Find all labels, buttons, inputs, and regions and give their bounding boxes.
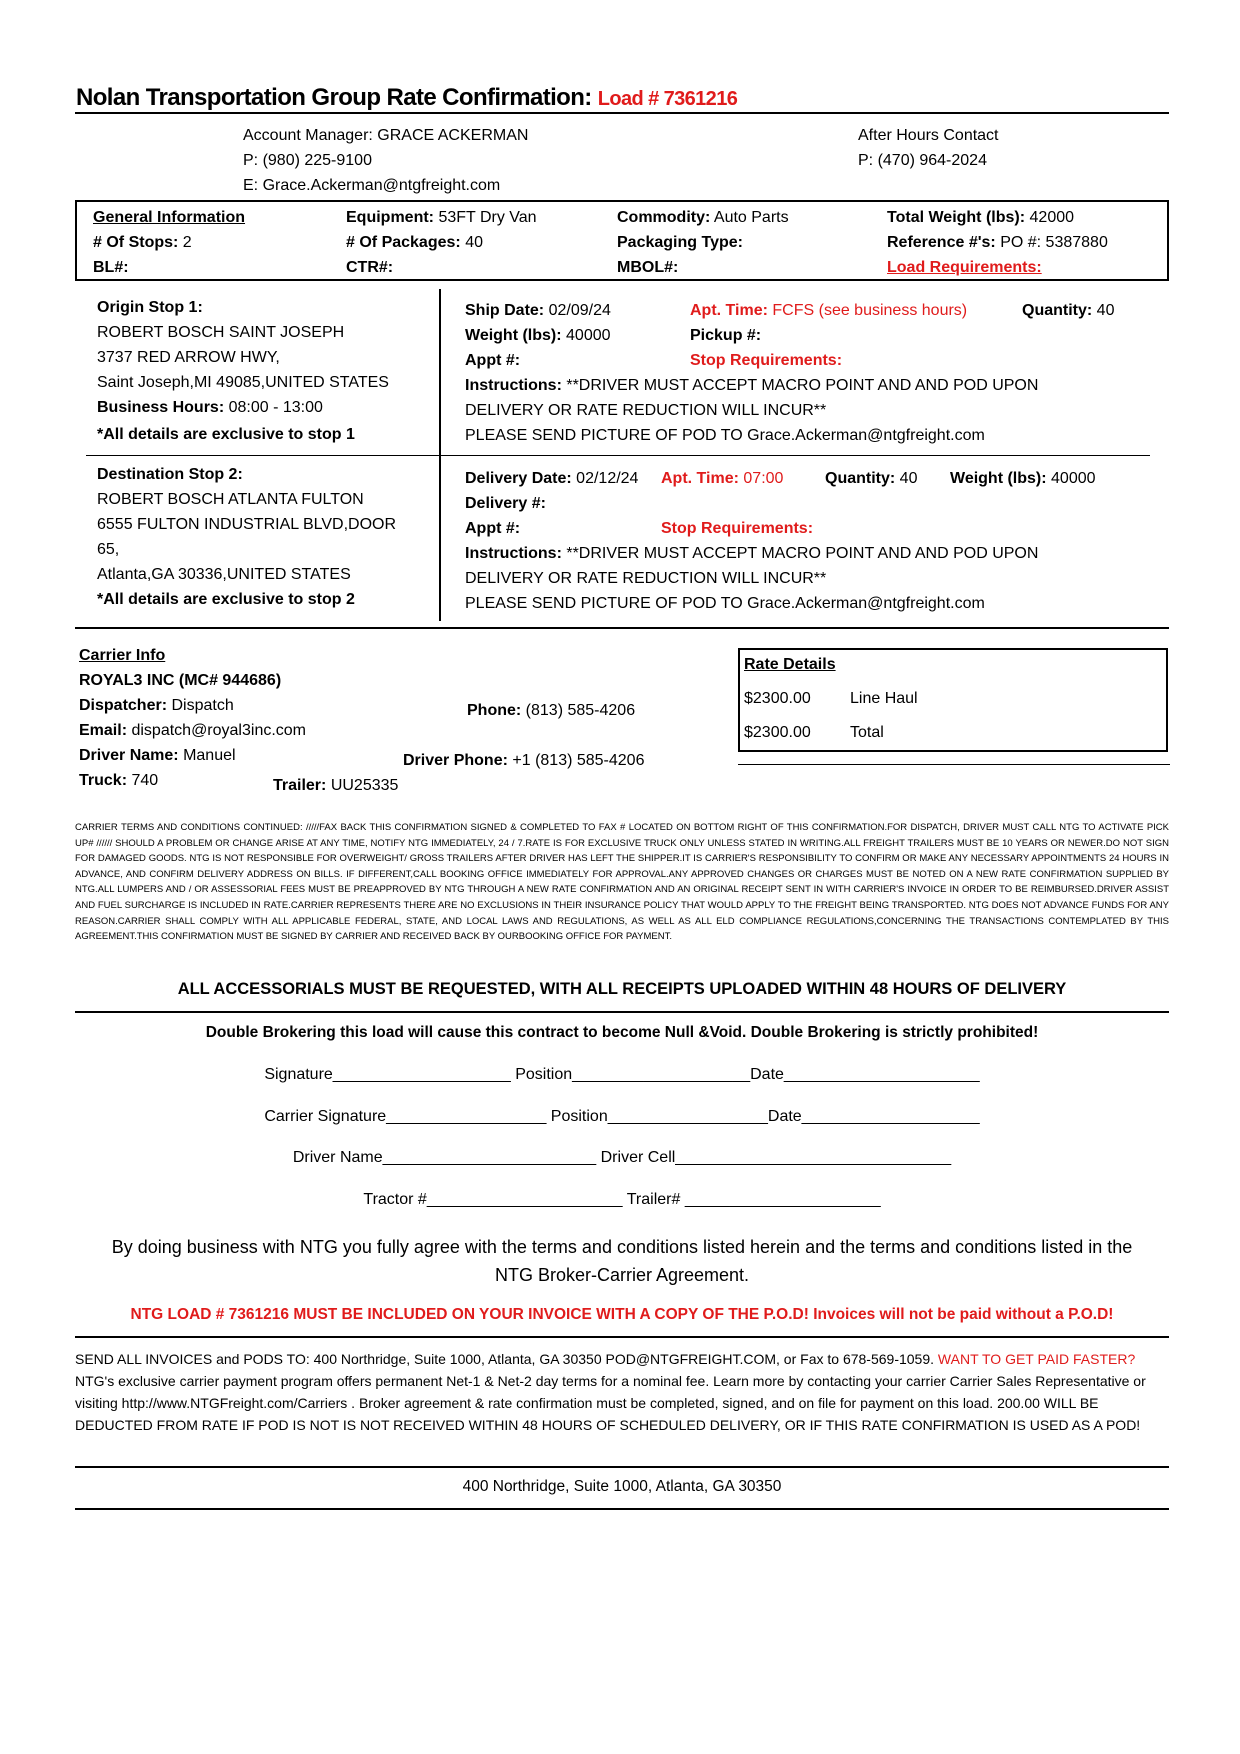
- agreement-text: [75, 1233, 1169, 1289]
- origin-apt-block: [690, 298, 967, 373]
- driver-name-value: Manuel: [183, 747, 236, 764]
- footer-bottom-divider: [75, 1508, 1169, 1510]
- title-text: Nolan Transportation Group Rate Confirmation:: [76, 84, 592, 111]
- general-col-4: [887, 205, 1108, 280]
- general-col-3: [617, 205, 789, 280]
- destination-line-2: 6555 FULTON INDUSTRIAL BLVD,DOOR: [97, 516, 397, 533]
- ship-date-label: Ship Date:: [465, 302, 545, 319]
- destination-line-4: Atlanta,GA 30336,UNITED STATES: [97, 566, 351, 583]
- stops-label: # Of Stops:: [93, 234, 179, 251]
- dispatcher-value: Dispatch: [171, 697, 234, 714]
- total-amount: $2300.00: [744, 724, 811, 741]
- driver-name-line[interactable]: Driver Name________________________ Driver Cell_______________________________: [292, 1149, 952, 1166]
- stops-row-divider: [86, 455, 1150, 456]
- destination-weight-value: 40000: [1051, 470, 1096, 487]
- carrier-info-block: [79, 643, 306, 793]
- truck-value: 740: [131, 772, 159, 789]
- destination-instructions-line-3: PLEASE SEND PICTURE OF POD TO Grace.Ackerman@ntgfreight.com: [465, 595, 985, 612]
- origin-quantity: [1022, 298, 1114, 323]
- origin-quantity-label: Quantity:: [1022, 302, 1093, 319]
- destination-quantity-label: Quantity:: [825, 470, 896, 487]
- origin-exclusive-note: *All details are exclusive to stop 1: [97, 426, 355, 443]
- destination-heading: Destination Stop 2:: [97, 466, 243, 483]
- after-hours-block: [858, 123, 999, 173]
- destination-instructions-value: **DRIVER MUST ACCEPT MACRO POINT AND AND POD UPON: [566, 545, 1039, 562]
- driver-phone-label: Driver Phone:: [403, 752, 508, 769]
- accessorials-notice: ALL ACCESSORIALS MUST BE REQUESTED, WITH ALL RECEIPTS UPLOADED WITHIN 48 HOURS OF DELIVERY: [177, 980, 1067, 998]
- stops-value: 2: [182, 234, 192, 251]
- packages-value: 40: [465, 234, 483, 251]
- total-label: Total: [850, 724, 884, 741]
- invoice-instructions: [75, 1348, 1169, 1436]
- account-manager: Account Manager: GRACE ACKERMAN: [243, 127, 529, 144]
- driver-phone: [403, 748, 644, 773]
- destination-address-block: [97, 462, 396, 612]
- general-col-2: [346, 205, 537, 280]
- after-hours-phone: P: (470) 964-2024: [858, 152, 987, 169]
- origin-weight-label: Weight (lbs):: [465, 327, 562, 344]
- load-requirements-link[interactable]: Load Requirements:: [887, 259, 1042, 276]
- terms-and-conditions: CARRIER TERMS AND CONDITIONS CONTINUED: /////FAX BACK THIS CONFIRMATION SIGNED & COMPLETED TO FAX # LOCATED ON BOTTOM RIGHT OF THIS CONFIRMATION.FOR DISPATCH, DRIVER MUST CALL NTG TO ACTIVATE PICK UP# ////// SHOULD A PROBLEM OR CHANGE ARISE AT ANY TIME, NOTIFY NTG IMMEDIATELY, 24 / 7.RATE IS FOR EXCLUSIVE TRUCK ONLY UNLESS STATED IN WRITING.ALL FREIGHT TRAILERS MUST BE 10 YEARS OR NEWER.DO NOT SIGN FOR DAMAGED GOODS. NTG IS NOT RESPONSIBLE FOR OVERWEIGHT/ GROSS TRAILERS AFTER DRIVER HAS LEFT THE SHIPPER.IT IS CARRIER'S RESPONSIBILITY TO CONFIRM OR MAKE ANY NECESSARY APPOINTMENTS 24 HOURS IN ADVANCE, AND CONFIRM DELIVERY ADDRESS ON BILLS. IF DIFFERENT,CALL BOOKING OFFICE IMMEDIATELY FOR APPROVAL.ANY APPROVED CHANGES OR CHARGES MUST BE NOTED ON A NEW RATE CONFIRMATION SUPPLIED BY NTG.ALL LUMPERS AND / OR ASSESSORIAL FEES MUST BE PREAPPROVED BY NTG THROUGH A NEW RATE CONFIRMATION AND AN ORIGINAL RECEIPT SENT IN WITH CARRIER'S INVOICE IN ORDER TO BE REIMBURSED.DRIVER ASSIST AND FUEL SURCHARGE IS INCLUDED IN RATE.CARRIER REPRESENTS THERE ARE NO EXCLUSIONS IN THEIR INSURANCE POLICY THAT WOULD APPLY TO THE FREIGHT BEING TRANSPORTED. NTG DOES NOT ADVANCE FUNDS FOR ANY REASON.CARRIER SHALL COMPLY WITH ALL APPLICABLE FEDERAL, STATE, AND LOCAL LAWS AND REGULATIONS, AS WELL AS ALL ELD COMPLIANCE REGULATIONS,CONCERNING THE TRANSACTIONS CONTEMPLATED BY THIS AGREEMENT.THIS CONFIRMATION MUST BE SIGNED BY CARRIER AND RECEIVED BACK BY OURBOOKING OFFICE FOR PAYMENT.: [75, 822, 1169, 943]
- signature-line[interactable]: Signature____________________ Position____________________Date______________________: [264, 1066, 980, 1083]
- pod-divider: [75, 1336, 1169, 1338]
- destination-quantity: [825, 466, 917, 491]
- packages-label: # Of Packages:: [346, 234, 461, 251]
- title-divider: [75, 112, 1169, 114]
- destination-weight-label: Weight (lbs):: [950, 470, 1047, 487]
- accessorials-divider: [75, 1011, 1169, 1013]
- destination-apt-label: Apt. Time:: [661, 470, 739, 487]
- footer-address: 400 Northridge, Suite 1000, Atlanta, GA 30350: [462, 1478, 782, 1495]
- business-hours-value: 08:00 - 13:00: [228, 399, 323, 416]
- destination-apt-value: 07:00: [743, 470, 784, 487]
- total-weight-value: 42000: [1029, 209, 1075, 226]
- rate-box-underline: [738, 764, 1170, 765]
- total-weight-label: Total Weight (lbs):: [887, 209, 1026, 226]
- carrier-email-label: Email:: [79, 722, 128, 739]
- origin-line-2: 3737 RED ARROW HWY,: [97, 349, 280, 366]
- business-hours-label: Business Hours:: [97, 399, 225, 416]
- trailer: [273, 773, 398, 798]
- origin-instructions-label: Instructions:: [465, 377, 562, 394]
- carrier-phone-label: Phone:: [467, 702, 522, 719]
- destination-quantity-value: 40: [899, 470, 918, 487]
- reference-value: PO #: 5387880: [1000, 234, 1108, 251]
- equipment-value: 53FT Dry Van: [438, 209, 537, 226]
- delivery-date-value: 02/12/24: [576, 470, 639, 487]
- agreement-line-2: NTG Broker-Carrier Agreement.: [494, 1265, 750, 1285]
- line-haul-amount: $2300.00: [744, 690, 811, 707]
- origin-instructions-value: **DRIVER MUST ACCEPT MACRO POINT AND AND POD UPON: [566, 377, 1039, 394]
- agreement-line-1: By doing business with NTG you fully agree with the terms and conditions listed herein and the terms and conditions listed in the: [111, 1237, 1133, 1257]
- destination-line-1: ROBERT BOSCH ATLANTA FULTON: [97, 491, 364, 508]
- ship-date-value: 02/09/24: [548, 302, 611, 319]
- origin-stop-requirements: Stop Requirements:: [690, 352, 843, 369]
- origin-line-3: Saint Joseph,MI 49085,UNITED STATES: [97, 374, 389, 391]
- ctr-label: CTR#:: [346, 259, 394, 276]
- delivery-number-label: Delivery #:: [465, 495, 546, 512]
- account-manager-email: E: Grace.Ackerman@ntgfreight.com: [243, 177, 501, 194]
- stops-bottom-divider: [75, 627, 1169, 629]
- origin-apt-value: FCFS (see business hours): [772, 302, 968, 319]
- bl-label: BL#:: [93, 259, 129, 276]
- rate-heading: Rate Details: [744, 656, 836, 673]
- origin-appt-label: Appt #:: [465, 352, 521, 369]
- commodity-value: Auto Parts: [713, 209, 789, 226]
- destination-line-3: 65,: [97, 541, 120, 558]
- invoice-text-1: SEND ALL INVOICES and PODS TO: 400 Northridge, Suite 1000, Atlanta, GA 30350 POD@NTGFREIGHT.COM, or Fax to 678-569-1059.: [75, 1351, 935, 1367]
- line-haul-label: Line Haul: [850, 690, 918, 707]
- destination-exclusive-note: *All details are exclusive to stop 2: [97, 591, 355, 608]
- origin-line-1: ROBERT BOSCH SAINT JOSEPH: [97, 324, 345, 341]
- carrier-heading: Carrier Info: [79, 647, 166, 664]
- footer-top-divider: [75, 1466, 1169, 1468]
- page-title: [76, 84, 737, 112]
- packaging-type-label: Packaging Type:: [617, 234, 743, 251]
- carrier-phone-value: (813) 585-4206: [525, 702, 636, 719]
- destination-apt-time: [661, 466, 783, 491]
- destination-instructions-line-2: DELIVERY OR RATE REDUCTION WILL INCUR**: [465, 570, 827, 587]
- destination-stop-requirements: Stop Requirements:: [661, 520, 814, 537]
- commodity-label: Commodity:: [617, 209, 711, 226]
- origin-weight-value: 40000: [566, 327, 611, 344]
- invoice-text-2: NTG's exclusive carrier payment program offers permanent Net-1 & Net-2 day terms for a nominal fee. Learn more by contacting your carrier Carrier Sales Representative or visiting http://www.NTGFreight.com/Carriers . Broker agreement & rate confirmation must be completed, signed, and on file for payment on this load. 200.00 WILL BE DEDUCTED FROM RATE IF POD IS NOT IS NOT RECEIVED WITHIN 48 HOURS OF SCHEDULED DELIVERY, OR IF THIS RATE CONFIRMATION IS USED AS A POD!: [75, 1373, 1146, 1433]
- destination-instructions-label: Instructions:: [465, 545, 562, 562]
- carrier-email-value: dispatch@royal3inc.com: [131, 722, 307, 739]
- equipment-label: Equipment:: [346, 209, 434, 226]
- pickup-number-label: Pickup #:: [690, 327, 762, 344]
- destination-weight: [950, 466, 1096, 491]
- origin-instructions-line-2: DELIVERY OR RATE REDUCTION WILL INCUR**: [465, 402, 827, 419]
- carrier-name: ROYAL3 INC (MC# 944686): [79, 672, 282, 689]
- destination-appt-label: Appt #:: [465, 520, 521, 537]
- tractor-trailer-line[interactable]: Tractor #______________________ Trailer# ______________________: [363, 1191, 881, 1208]
- trailer-label: Trailer:: [273, 777, 327, 794]
- origin-apt-label: Apt. Time:: [690, 302, 768, 319]
- dispatcher-label: Dispatcher:: [79, 697, 168, 714]
- load-number: Load # 7361216: [597, 88, 738, 110]
- origin-quantity-value: 40: [1096, 302, 1115, 319]
- driver-phone-value: +1 (813) 585-4206: [512, 752, 645, 769]
- delivery-date-label: Delivery Date:: [465, 470, 572, 487]
- mbol-label: MBOL#:: [617, 259, 679, 276]
- carrier-signature-line[interactable]: Carrier Signature__________________ Position__________________Date____________________: [264, 1108, 980, 1125]
- driver-name-label: Driver Name:: [79, 747, 179, 764]
- general-col-1: [93, 205, 245, 280]
- after-hours-label: After Hours Contact: [858, 127, 999, 144]
- pod-notice: NTG LOAD # 7361216 MUST BE INCLUDED ON YOUR INVOICE WITH A COPY OF THE P.O.D! Invoices will not be paid without a P.O.D!: [130, 1306, 1114, 1323]
- origin-address-block: [97, 295, 389, 447]
- origin-instructions-line-3: PLEASE SEND PICTURE OF POD TO Grace.Ackerman@ntgfreight.com: [465, 427, 985, 444]
- double-brokering-notice: Double Brokering this load will cause this contract to become Null &Void. Double Brokering is strictly prohibited!: [205, 1024, 1039, 1041]
- paid-faster-link[interactable]: WANT TO GET PAID FASTER?: [937, 1351, 1136, 1367]
- account-manager-block: [243, 123, 528, 198]
- truck-label: Truck:: [79, 772, 128, 789]
- origin-heading: Origin Stop 1:: [97, 299, 203, 316]
- account-manager-phone: P: (980) 225-9100: [243, 152, 372, 169]
- carrier-phone: [467, 698, 635, 723]
- reference-label: Reference #'s:: [887, 234, 996, 251]
- trailer-value: UU25335: [330, 777, 399, 794]
- general-heading: General Information: [93, 209, 246, 226]
